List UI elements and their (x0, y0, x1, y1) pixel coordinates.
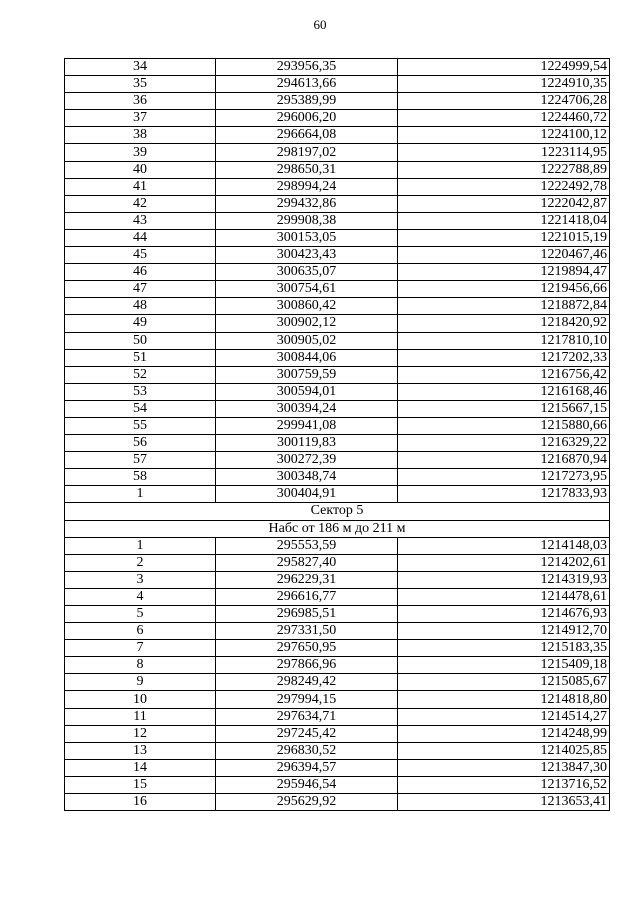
y-coordinate-cell: 1219894,47 (398, 264, 610, 281)
table-row (65, 298, 610, 315)
y-coordinate-cell: 1220467,46 (398, 247, 610, 264)
table-row (65, 691, 610, 708)
section-header-cell: Набс от 186 м до 211 м (65, 520, 610, 537)
table-row (65, 332, 610, 349)
y-coordinate-cell: 1217273,95 (398, 469, 610, 486)
x-coordinate-cell: 300348,74 (216, 469, 398, 486)
y-coordinate-cell: 1224999,54 (398, 59, 610, 76)
x-coordinate-cell: 299908,38 (216, 212, 398, 229)
x-coordinate-cell: 300404,91 (216, 486, 398, 503)
y-coordinate-cell: 1222788,89 (398, 161, 610, 178)
table-row (65, 640, 610, 657)
point-number-cell: 12 (65, 725, 216, 742)
table-row (65, 281, 610, 298)
x-coordinate-cell: 298994,24 (216, 178, 398, 195)
x-coordinate-cell: 295827,40 (216, 554, 398, 571)
point-number-cell: 54 (65, 400, 216, 417)
point-number-cell: 16 (65, 794, 216, 811)
point-number-cell: 1 (65, 537, 216, 554)
point-number-cell: 41 (65, 178, 216, 195)
x-coordinate-cell: 300153,05 (216, 229, 398, 246)
y-coordinate-cell: 1215409,18 (398, 657, 610, 674)
table-row (65, 349, 610, 366)
table-row (65, 161, 610, 178)
table-row (65, 708, 610, 725)
x-coordinate-cell: 295389,99 (216, 93, 398, 110)
point-number-cell: 15 (65, 776, 216, 793)
point-number-cell: 52 (65, 366, 216, 383)
table-row (65, 469, 610, 486)
x-coordinate-cell: 296229,31 (216, 571, 398, 588)
y-coordinate-cell: 1224460,72 (398, 110, 610, 127)
point-number-cell: 2 (65, 554, 216, 571)
y-coordinate-cell: 1216756,42 (398, 366, 610, 383)
x-coordinate-cell: 296830,52 (216, 742, 398, 759)
x-coordinate-cell: 299432,86 (216, 195, 398, 212)
point-number-cell: 39 (65, 144, 216, 161)
x-coordinate-cell: 294613,66 (216, 76, 398, 93)
x-coordinate-cell: 300860,42 (216, 298, 398, 315)
point-number-cell: 34 (65, 59, 216, 76)
point-number-cell: 8 (65, 657, 216, 674)
y-coordinate-cell: 1214025,85 (398, 742, 610, 759)
point-number-cell: 38 (65, 127, 216, 144)
y-coordinate-cell: 1221418,04 (398, 212, 610, 229)
y-coordinate-cell: 1213847,30 (398, 759, 610, 776)
y-coordinate-cell: 1224100,12 (398, 127, 610, 144)
y-coordinate-cell: 1216870,94 (398, 452, 610, 469)
y-coordinate-cell: 1224706,28 (398, 93, 610, 110)
x-coordinate-cell: 297650,95 (216, 640, 398, 657)
table-row (65, 452, 610, 469)
y-coordinate-cell: 1214676,93 (398, 606, 610, 623)
x-coordinate-cell: 297634,71 (216, 708, 398, 725)
y-coordinate-cell: 1214818,80 (398, 691, 610, 708)
x-coordinate-cell: 295946,54 (216, 776, 398, 793)
table-row (65, 571, 610, 588)
point-number-cell: 1 (65, 486, 216, 503)
table-row (65, 383, 610, 400)
table-row (65, 93, 610, 110)
x-coordinate-cell: 296616,77 (216, 588, 398, 605)
y-coordinate-cell: 1224910,35 (398, 76, 610, 93)
table-row (65, 657, 610, 674)
table-row (65, 537, 610, 554)
point-number-cell: 4 (65, 588, 216, 605)
y-coordinate-cell: 1213716,52 (398, 776, 610, 793)
table-row (65, 366, 610, 383)
point-number-cell: 11 (65, 708, 216, 725)
coordinates-table (64, 58, 610, 811)
point-number-cell: 13 (65, 742, 216, 759)
x-coordinate-cell: 295553,59 (216, 537, 398, 554)
point-number-cell: 40 (65, 161, 216, 178)
point-number-cell: 36 (65, 93, 216, 110)
x-coordinate-cell: 299941,08 (216, 417, 398, 434)
x-coordinate-cell: 295629,92 (216, 794, 398, 811)
table-row (65, 229, 610, 246)
x-coordinate-cell: 300635,07 (216, 264, 398, 281)
table-row (65, 794, 610, 811)
point-number-cell: 53 (65, 383, 216, 400)
y-coordinate-cell: 1218872,84 (398, 298, 610, 315)
point-number-cell: 9 (65, 674, 216, 691)
table-row (65, 417, 610, 434)
x-coordinate-cell: 296006,20 (216, 110, 398, 127)
table-row (65, 606, 610, 623)
point-number-cell: 48 (65, 298, 216, 315)
y-coordinate-cell: 1214319,93 (398, 571, 610, 588)
x-coordinate-cell: 297994,15 (216, 691, 398, 708)
y-coordinate-cell: 1217202,33 (398, 349, 610, 366)
point-number-cell: 5 (65, 606, 216, 623)
y-coordinate-cell: 1217833,93 (398, 486, 610, 503)
table-row (65, 247, 610, 264)
y-coordinate-cell: 1217810,10 (398, 332, 610, 349)
point-number-cell: 51 (65, 349, 216, 366)
point-number-cell: 45 (65, 247, 216, 264)
point-number-cell: 14 (65, 759, 216, 776)
x-coordinate-cell: 297866,96 (216, 657, 398, 674)
y-coordinate-cell: 1222492,78 (398, 178, 610, 195)
x-coordinate-cell: 298197,02 (216, 144, 398, 161)
point-number-cell: 10 (65, 691, 216, 708)
x-coordinate-cell: 293956,35 (216, 59, 398, 76)
point-number-cell: 3 (65, 571, 216, 588)
point-number-cell: 42 (65, 195, 216, 212)
x-coordinate-cell: 296664,08 (216, 127, 398, 144)
y-coordinate-cell: 1214248,99 (398, 725, 610, 742)
table-row (65, 110, 610, 127)
y-coordinate-cell: 1215085,67 (398, 674, 610, 691)
x-coordinate-cell: 300902,12 (216, 315, 398, 332)
x-coordinate-cell: 297331,50 (216, 623, 398, 640)
y-coordinate-cell: 1216168,46 (398, 383, 610, 400)
section-header-cell: Сектор 5 (65, 503, 610, 520)
point-number-cell: 56 (65, 435, 216, 452)
x-coordinate-cell: 300594,01 (216, 383, 398, 400)
x-coordinate-cell: 300759,59 (216, 366, 398, 383)
table-row (65, 127, 610, 144)
y-coordinate-cell: 1214912,70 (398, 623, 610, 640)
point-number-cell: 50 (65, 332, 216, 349)
y-coordinate-cell: 1213653,41 (398, 794, 610, 811)
table-row (65, 674, 610, 691)
table-row (65, 315, 610, 332)
point-number-cell: 46 (65, 264, 216, 281)
y-coordinate-cell: 1216329,22 (398, 435, 610, 452)
table-row (65, 59, 610, 76)
point-number-cell: 49 (65, 315, 216, 332)
y-coordinate-cell: 1223114,95 (398, 144, 610, 161)
table-row (65, 76, 610, 93)
point-number-cell: 35 (65, 76, 216, 93)
x-coordinate-cell: 300423,43 (216, 247, 398, 264)
y-coordinate-cell: 1214478,61 (398, 588, 610, 605)
x-coordinate-cell: 296985,51 (216, 606, 398, 623)
table-row (65, 742, 610, 759)
point-number-cell: 6 (65, 623, 216, 640)
y-coordinate-cell: 1215880,66 (398, 417, 610, 434)
point-number-cell: 47 (65, 281, 216, 298)
x-coordinate-cell: 300754,61 (216, 281, 398, 298)
table-row (65, 623, 610, 640)
y-coordinate-cell: 1222042,87 (398, 195, 610, 212)
y-coordinate-cell: 1214202,61 (398, 554, 610, 571)
table-row (65, 195, 610, 212)
point-number-cell: 57 (65, 452, 216, 469)
table-row (65, 435, 610, 452)
y-coordinate-cell: 1221015,19 (398, 229, 610, 246)
table-row (65, 759, 610, 776)
x-coordinate-cell: 300905,02 (216, 332, 398, 349)
point-number-cell: 44 (65, 229, 216, 246)
table-row (65, 144, 610, 161)
point-number-cell: 58 (65, 469, 216, 486)
x-coordinate-cell: 300844,06 (216, 349, 398, 366)
y-coordinate-cell: 1215667,15 (398, 400, 610, 417)
point-number-cell: 7 (65, 640, 216, 657)
x-coordinate-cell: 300119,83 (216, 435, 398, 452)
y-coordinate-cell: 1218420,92 (398, 315, 610, 332)
point-number-cell: 37 (65, 110, 216, 127)
table-row (65, 264, 610, 281)
x-coordinate-cell: 298650,31 (216, 161, 398, 178)
table-row (65, 554, 610, 571)
y-coordinate-cell: 1219456,66 (398, 281, 610, 298)
x-coordinate-cell: 298249,42 (216, 674, 398, 691)
y-coordinate-cell: 1214148,03 (398, 537, 610, 554)
x-coordinate-cell: 300394,24 (216, 400, 398, 417)
section-header-row (65, 520, 610, 537)
coordinates-table-body (65, 59, 610, 811)
table-row (65, 588, 610, 605)
table-row (65, 486, 610, 503)
table-row (65, 400, 610, 417)
x-coordinate-cell: 297245,42 (216, 725, 398, 742)
table-row (65, 776, 610, 793)
section-header-row (65, 503, 610, 520)
point-number-cell: 55 (65, 417, 216, 434)
x-coordinate-cell: 296394,57 (216, 759, 398, 776)
table-row (65, 178, 610, 195)
table-row (65, 212, 610, 229)
point-number-cell: 43 (65, 212, 216, 229)
page-number: 60 (313, 17, 327, 32)
x-coordinate-cell: 300272,39 (216, 452, 398, 469)
table-row (65, 725, 610, 742)
y-coordinate-cell: 1215183,35 (398, 640, 610, 657)
y-coordinate-cell: 1214514,27 (398, 708, 610, 725)
